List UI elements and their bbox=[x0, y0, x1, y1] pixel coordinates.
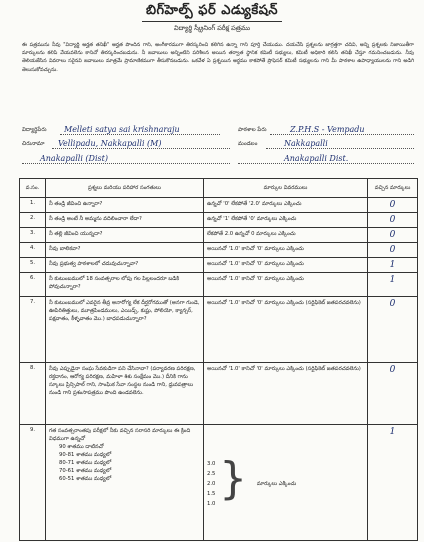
school-line bbox=[270, 134, 414, 135]
instructions-paragraph: ఈ పత్రమును నీవు "విద్యార్థి అర్హత తనిఖీ" అర్హత పొందిన గాని, అంగీకారముగా తిరస్కరించి కలిగిన ఉన్నా గాని పూర్తి చేయుము. దయచేసి ప్రశ్నలను జాగ్రత్తగా చదివి, అన్ని ప్రశ్నలకు నిజాయితీగా మార్కులను కలిపి వేయవలెను కానిచో తిరస్కరించబడును. నీ జవాబులు అన్నింటిని పరిశీలన అయిన తర్వాత స్థానిక కమిటీ సభ్యులు, కమిటీ అధికారి కలిసి తనిఖీ చేస్తూ గమనించబడును. నీవు తెలియజేసిన వివరాలు సరైనవి జవాబులు మాత్రమే ప్రామాణికముగా తీసుకొనబడును. ఒకవేళ ఏ ప్రశ్నయిన అర్థము కాకపోతే ప్రొఫెసర్ కమిటీ సభ్యులను గాని మీ పాఠశాల ఉపాధ్యాయులను గాని అడిగి తెలుసుకోవచ్చును. bbox=[22, 42, 414, 73]
row-sno: 7. bbox=[20, 297, 46, 363]
score-list bbox=[207, 459, 215, 509]
district-field[interactable]: Anakapalli (Dist) bbox=[40, 154, 108, 163]
row-sno: 9. bbox=[20, 425, 46, 541]
mandal-line bbox=[266, 148, 414, 149]
row-sno: 5. bbox=[20, 258, 46, 273]
row-question: నీ కుటుంబములో 18 సంవత్సరాల లోపు గల పిల్లలందరూ బడికి పోవుచున్నారా? bbox=[46, 273, 204, 297]
student-name-line bbox=[60, 134, 220, 135]
row-marks: అయినచో '1.0' కానిచో '0' మార్కులు ఎక్కించు bbox=[204, 258, 368, 273]
mandal-field[interactable]: Nakkapalli bbox=[284, 139, 328, 148]
page-title: బిగ్‌హెల్ప్ ఫర్ ఎడ్యుకేషన్ bbox=[145, 3, 279, 18]
table-row bbox=[20, 363, 418, 425]
header-marks: మార్కుల వివరములు bbox=[204, 179, 368, 198]
row-question: నీవు ప్రభుత్వ పాఠశాలలో చదువుచున్నావా? bbox=[46, 258, 204, 273]
row-question: నీ కుటుంబములో ఎవరైన తీవ్ర అనారోగ్య లేక దీర్ఘరోగముతో (అనగా గుండె, ఊపిరితిత్తులు, మూత్రపిండములు, ఎయిడ్స్, కుష్టు, పోలియో, క్యాన్సర్, పక్షవాతం, కీళ్ళవాతం మొ.) బాధపడుచున్నారా? bbox=[46, 297, 204, 363]
row-awarded[interactable]: 0 bbox=[368, 243, 418, 258]
student-school-row bbox=[22, 122, 414, 136]
row-sno: 1. bbox=[20, 198, 46, 213]
row-marks: ఉన్నచో '0' లేకపోతే '2.0' మార్కులు ఎక్కించు bbox=[204, 198, 368, 213]
table-row bbox=[20, 198, 418, 213]
row-marks: అయినచో '1.0' కానిచో '0' మార్కులు ఎక్కించు (సర్టిఫికెట్ జతపరచవలెను) bbox=[204, 297, 368, 363]
title-underline bbox=[142, 21, 282, 22]
row-awarded[interactable]: 0 bbox=[368, 213, 418, 228]
table-row bbox=[20, 213, 418, 228]
table-row bbox=[20, 228, 418, 243]
address-line bbox=[52, 148, 230, 149]
row-question: నీ తండ్రి జీవించి ఉన్నారా? bbox=[46, 198, 204, 213]
header-sno: వ.సం. bbox=[20, 179, 46, 198]
score-value: 2.0 bbox=[207, 480, 216, 487]
row-sno: 4. bbox=[20, 243, 46, 258]
row-question: నీవు బాలికవా? bbox=[46, 243, 204, 258]
row-question: నీ తల్లి జీవించి యున్నదా? bbox=[46, 228, 204, 243]
row-marks: అయినచో '1.0' కానిచో '0' మార్కులు ఎక్కించు bbox=[204, 243, 368, 258]
student-name-label: విద్యార్థిపేరు bbox=[22, 127, 47, 133]
address-label: చిరునామా bbox=[22, 141, 45, 147]
screening-table bbox=[19, 178, 418, 541]
table-row bbox=[20, 297, 418, 363]
row-marks-cell bbox=[204, 425, 368, 541]
address-field[interactable]: Vellipadu, Nakkapalli (M) bbox=[58, 139, 162, 148]
row-awarded[interactable]: 0 bbox=[368, 228, 418, 243]
table-row bbox=[20, 243, 418, 258]
school-field[interactable]: Z.P.H.S - Vempadu bbox=[290, 125, 365, 134]
row-marks: అయినచో '1.0' కానిచో '0' మార్కులు ఎక్కించు (సర్టిఫికెట్ జతపరచవలెను) bbox=[204, 363, 368, 425]
table-header-row bbox=[20, 179, 418, 198]
score-value: 1.0 bbox=[207, 500, 216, 507]
page-subtitle: విద్యార్థి స్క్రీనింగ్ పరీక్ష పత్రము bbox=[174, 24, 250, 32]
address-mandal-row bbox=[22, 136, 414, 150]
header-question: ప్రశ్నలు మరియు పరిహార సంగతులు bbox=[46, 179, 204, 198]
row-awarded[interactable]: 1 bbox=[368, 273, 418, 297]
row-question-cell bbox=[46, 425, 204, 541]
score-value: 3.0 bbox=[207, 460, 216, 467]
district-line bbox=[22, 163, 230, 164]
row-awarded[interactable]: 0 bbox=[368, 297, 418, 363]
range-item: 60-51 శాతము మధ్యలో bbox=[59, 476, 112, 482]
row-marks: లేకపోతే 2.0 ఉన్నచో 0 మార్కులు ఎక్కించు bbox=[204, 228, 368, 243]
row-sno: 2. bbox=[20, 213, 46, 228]
row-question: నీ తండ్రి అంటే నీ అమ్మను వదిలించారా లేదా? bbox=[46, 213, 204, 228]
school-label: పాఠశాల పేరు bbox=[238, 127, 267, 133]
row-question: నీవు ఎప్పుడైనా సంఘ సేవకుడిగా పని చేసినావా? (పర్యావరణ పరిరక్షణ, రక్తదానం, ఆరోగ్య పరిరక్షణ, మహిళా శిశు సంక్షేమం మొ.) దీనికి గాను స్కూలు ప్రిన్సిపాల్ గాని, సాంఘిక సేవా సంస్థల నుండి గాని, ధ్రువపత్రాలు నుండి గాని ప్రశంసాపత్రము పొంది ఉండవలెను. bbox=[46, 363, 204, 425]
row-awarded[interactable]: 1 bbox=[368, 258, 418, 273]
table-row bbox=[20, 425, 418, 541]
row-question: గత సంవత్సరాంతపు పరీక్షలో నీకు వచ్చిన సరాసరి మార్కులు ఈ క్రింది విధముగా ఉన్నచో bbox=[49, 428, 191, 442]
row-sno: 8. bbox=[20, 363, 46, 425]
district2-line bbox=[238, 163, 414, 164]
range-item: 80-71 శాతము మధ్యలో bbox=[59, 460, 112, 466]
row-sno: 3. bbox=[20, 228, 46, 243]
range-item: 90 శాతము దాటినచో bbox=[59, 444, 104, 450]
table-row bbox=[20, 258, 418, 273]
brace-icon: } bbox=[219, 452, 248, 504]
table-row bbox=[20, 273, 418, 297]
row-marks: ఉన్నచో '1' లేకపోతే '0' మార్కులు ఎక్కించు bbox=[204, 213, 368, 228]
range-item: 90-81 శాతము మధ్యలో bbox=[59, 452, 112, 458]
district-row bbox=[22, 151, 414, 165]
district2-field[interactable]: Anakapalli Dist. bbox=[284, 154, 349, 163]
mandal-label: మండలం bbox=[238, 141, 258, 147]
row-sno: 6. bbox=[20, 273, 46, 297]
score-value: 2.5 bbox=[207, 470, 216, 477]
score-value: 1.5 bbox=[207, 490, 216, 497]
row-awarded[interactable]: 0 bbox=[368, 198, 418, 213]
row-awarded[interactable]: 0 bbox=[368, 363, 418, 425]
student-name-field[interactable]: Melleti satya sai krishnaraju bbox=[64, 125, 180, 134]
range-item: 70-61 శాతము మధ్యలో bbox=[59, 468, 112, 474]
row-marks: అయినచో '1.0' కానిచో '0' మార్కులు ఎక్కించు bbox=[204, 273, 368, 297]
header-awarded: వచ్చిన మార్కులు bbox=[368, 179, 418, 198]
row-awarded[interactable]: 1 bbox=[368, 425, 418, 541]
score-note: మార్కులు ఎక్కించు bbox=[256, 480, 297, 487]
